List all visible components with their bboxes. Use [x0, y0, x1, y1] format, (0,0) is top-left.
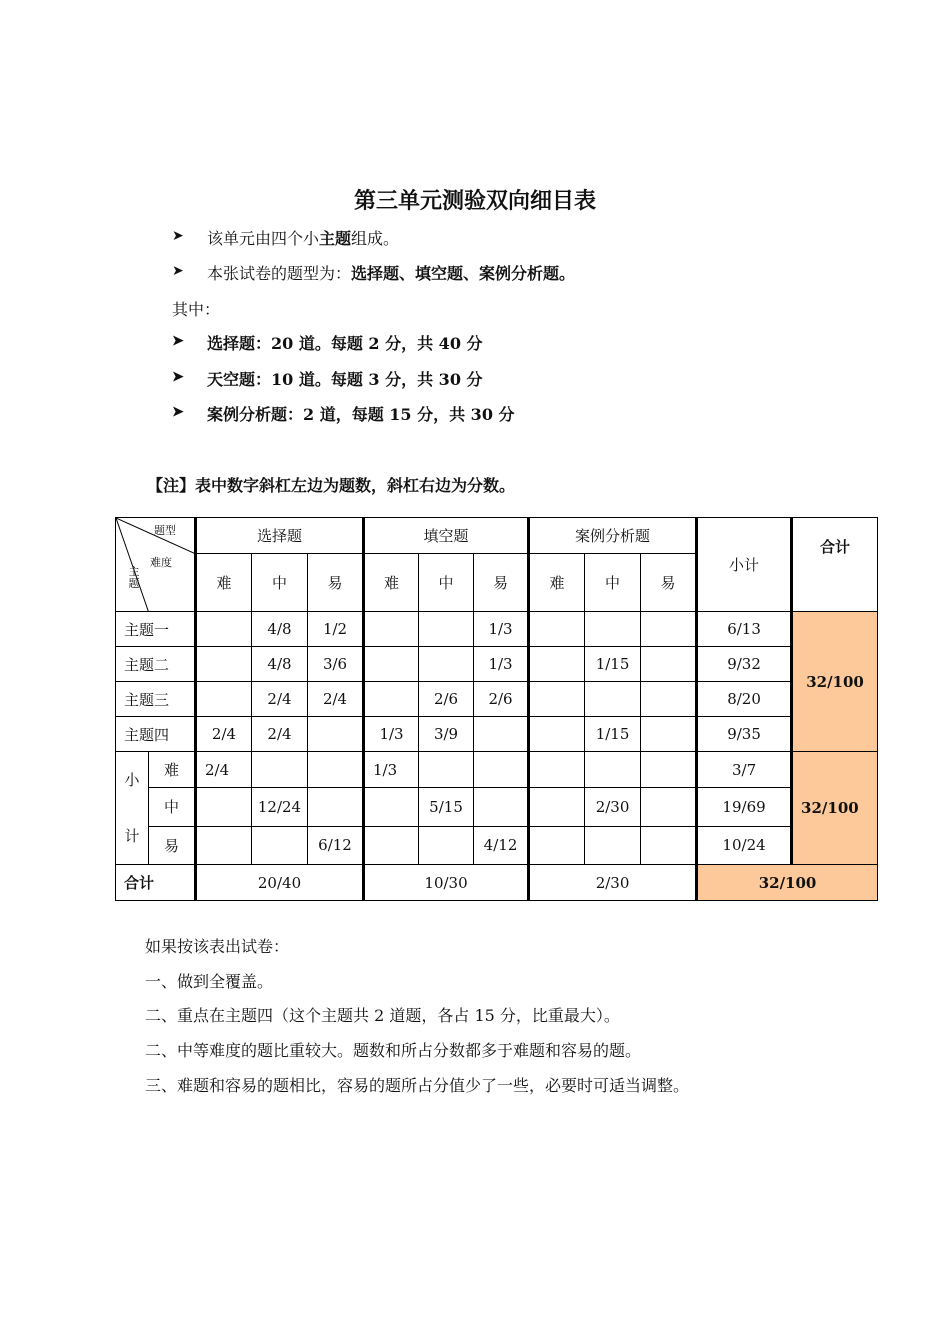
cell — [529, 647, 585, 682]
intro-line-1: 该单元由四个小主题组成。 — [207, 229, 400, 248]
spec-table — [115, 517, 878, 901]
cell: 1/2 — [308, 612, 364, 647]
table-row — [116, 788, 878, 826]
cell — [474, 717, 529, 752]
grand-total-cell: 32/100 — [697, 865, 878, 901]
header-type-case: 案例分析题 — [529, 518, 697, 554]
row-subtotal: 9/35 — [697, 717, 792, 752]
table-row-total — [116, 865, 878, 901]
cell: 2/6 — [419, 682, 474, 717]
cell: 1/15 — [585, 717, 641, 752]
bullet-arrow-icon: ➤ — [172, 369, 184, 385]
cell — [585, 682, 641, 717]
cell — [196, 682, 252, 717]
cell: 4/12 — [474, 826, 529, 864]
row-label: 主题一 — [116, 612, 196, 647]
header-difficulty-easy: 易 — [474, 554, 529, 612]
table-corner-cell — [116, 518, 196, 612]
bullet-arrow-icon: ➤ — [172, 333, 184, 349]
item-fill: 天空题：10 道。每题 3 分，共 30 分 — [207, 370, 483, 389]
cell: 2/4 — [308, 682, 364, 717]
cell — [474, 788, 529, 826]
row-label: 主题四 — [116, 717, 196, 752]
cell — [196, 788, 252, 826]
conclusion-point-1: 一、做到全覆盖。 — [145, 972, 274, 991]
cell: 1/3 — [474, 647, 529, 682]
difficulty-total-cell: 32/100 — [792, 752, 878, 865]
cell: 2/4 — [196, 752, 252, 788]
subtotal-group-label — [116, 752, 149, 865]
total-row-label: 合计 — [116, 865, 196, 901]
intro-line-2: 本张试卷的题型为：选择题、填空题、案例分析题。 — [207, 264, 576, 283]
cell — [529, 752, 585, 788]
table-row — [116, 682, 878, 717]
total-choice: 20/40 — [196, 865, 364, 901]
bullet-arrow-icon: ➤ — [172, 228, 184, 244]
cell — [364, 788, 419, 826]
cell — [529, 717, 585, 752]
cell — [308, 752, 364, 788]
cell — [419, 826, 474, 864]
row-subtotal: 10/24 — [697, 826, 792, 864]
subtotal-group-char-1: 小 — [124, 771, 140, 789]
cell: 2/30 — [585, 788, 641, 826]
cell — [252, 752, 308, 788]
cell: 2/4 — [252, 682, 308, 717]
cell — [196, 612, 252, 647]
row-label: 难 — [149, 752, 196, 788]
row-subtotal: 9/32 — [697, 647, 792, 682]
cell: 1/3 — [364, 752, 419, 788]
cell — [196, 647, 252, 682]
cell — [641, 752, 697, 788]
row-label: 主题三 — [116, 682, 196, 717]
cell: 3/6 — [308, 647, 364, 682]
row-label: 易 — [149, 826, 196, 864]
table-row — [116, 826, 878, 864]
cell — [419, 752, 474, 788]
cell: 6/12 — [308, 826, 364, 864]
item-case: 案例分析题：2 道，每题 15 分，共 30 分 — [207, 405, 515, 424]
header-difficulty-hard: 难 — [529, 554, 585, 612]
cell — [641, 788, 697, 826]
table-row — [116, 717, 878, 752]
header-type-choice: 选择题 — [196, 518, 364, 554]
row-subtotal: 3/7 — [697, 752, 792, 788]
table-row — [116, 647, 878, 682]
header-difficulty-medium: 中 — [252, 554, 308, 612]
cell — [641, 717, 697, 752]
conclusion-lead: 如果按该表出试卷： — [145, 937, 290, 956]
cell — [308, 717, 364, 752]
header-total: 合计 — [792, 518, 878, 612]
cell: 3/9 — [419, 717, 474, 752]
conclusion-point-3: 二、中等难度的题比重较大。题数和所占分数都多于难题和容易的题。 — [145, 1041, 642, 1060]
subtotal-group-char-2: 计 — [124, 827, 140, 845]
cell — [529, 826, 585, 864]
conclusion-point-4: 三、难题和容易的题相比，容易的题所占分值少了一些，必要时可适当调整。 — [145, 1076, 690, 1095]
header-difficulty-medium: 中 — [419, 554, 474, 612]
cell — [474, 752, 529, 788]
cell — [364, 682, 419, 717]
total-fill: 10/30 — [364, 865, 529, 901]
cell — [585, 826, 641, 864]
cell — [641, 647, 697, 682]
item-choice: 选择题：20 道。每题 2 分，共 40 分 — [207, 334, 483, 353]
cell — [364, 647, 419, 682]
corner-label-type: 题型 — [154, 524, 176, 537]
cell: 1/3 — [474, 612, 529, 647]
cell — [364, 612, 419, 647]
header-subtotal: 小计 — [697, 518, 792, 612]
cell — [641, 682, 697, 717]
cell — [529, 788, 585, 826]
total-case: 2/30 — [529, 865, 697, 901]
cell: 1/3 — [364, 717, 419, 752]
row-label: 主题二 — [116, 647, 196, 682]
cell — [529, 682, 585, 717]
table-note: 【注】表中数字斜杠左边为题数，斜杠右边为分数。 — [147, 476, 516, 495]
cell: 2/6 — [474, 682, 529, 717]
header-difficulty-hard: 难 — [196, 554, 252, 612]
header-type-fill: 填空题 — [364, 518, 529, 554]
conclusion-point-2: 二、重点在主题四（这个主题共 2 道题，各占 15 分，比重最大）。 — [145, 1006, 620, 1025]
row-label: 中 — [149, 788, 196, 826]
cell: 12/24 — [252, 788, 308, 826]
cell — [308, 788, 364, 826]
table-row — [116, 752, 878, 788]
bullet-arrow-icon: ➤ — [172, 404, 184, 420]
intro-among: 其中： — [172, 300, 221, 319]
topic-total-cell: 32/100 — [792, 612, 878, 752]
cell: 4/8 — [252, 612, 308, 647]
cell: 2/4 — [196, 717, 252, 752]
header-difficulty-easy: 易 — [641, 554, 697, 612]
header-difficulty-medium: 中 — [585, 554, 641, 612]
corner-label-topic: 主题 — [128, 565, 140, 590]
cell — [585, 612, 641, 647]
corner-label-difficulty: 难度 — [150, 556, 172, 569]
cell: 5/15 — [419, 788, 474, 826]
row-subtotal: 6/13 — [697, 612, 792, 647]
row-subtotal: 19/69 — [697, 788, 792, 826]
header-difficulty-hard: 难 — [364, 554, 419, 612]
cell — [419, 647, 474, 682]
bullet-arrow-icon: ➤ — [172, 263, 184, 279]
cell — [641, 826, 697, 864]
cell — [585, 752, 641, 788]
cell: 4/8 — [252, 647, 308, 682]
cell: 2/4 — [252, 717, 308, 752]
header-difficulty-easy: 易 — [308, 554, 364, 612]
cell — [196, 826, 252, 864]
page-title: 第三单元测验双向细目表 — [353, 189, 596, 214]
cell: 1/15 — [585, 647, 641, 682]
cell — [252, 826, 308, 864]
cell — [641, 612, 697, 647]
cell — [364, 826, 419, 864]
row-subtotal: 8/20 — [697, 682, 792, 717]
cell — [419, 612, 474, 647]
cell — [529, 612, 585, 647]
table-row — [116, 612, 878, 647]
